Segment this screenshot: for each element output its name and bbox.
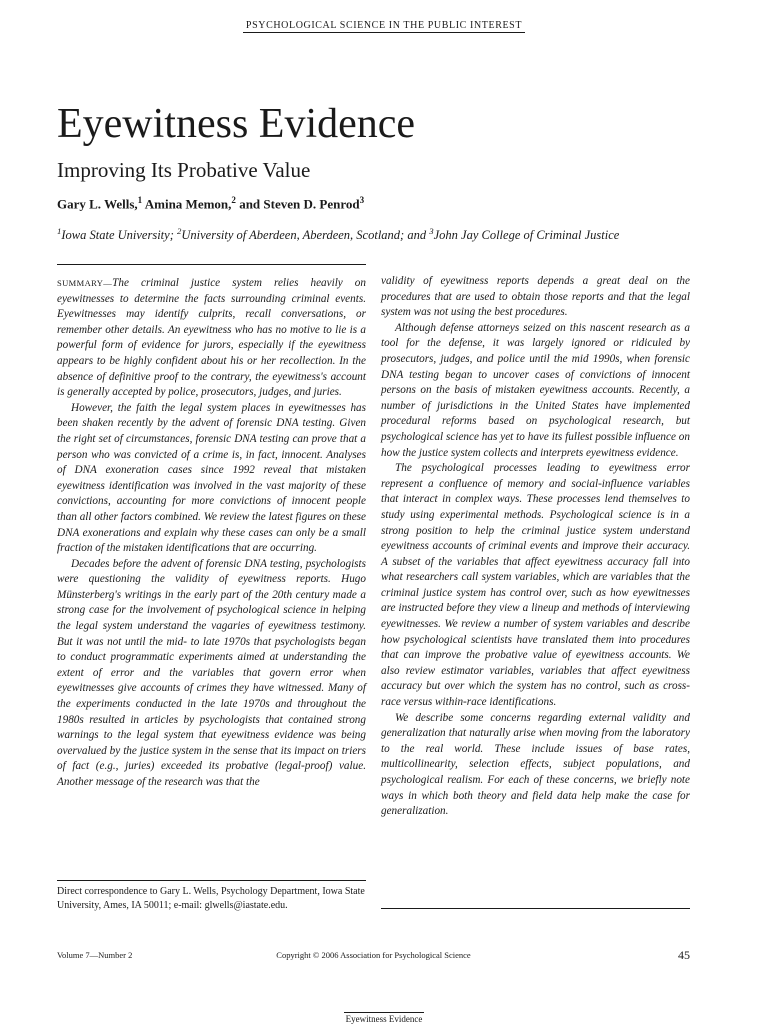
summary-paragraph: We describe some concerns regarding external validity and generalization that naturally arise when moving from the laboratory to the real world. These include issues of base rates, multicollinearity, selection effects, subject populations, and psychological realism. For each of these concerns, we briefly note ways in which both theory and field data help make the case for generalization. xyxy=(381,711,690,818)
author-list xyxy=(57,195,364,212)
next-page-running-header xyxy=(0,1014,768,1024)
affiliation-list xyxy=(57,226,619,243)
summary-left-column xyxy=(57,276,366,791)
next-page-running-header-text: Eyewitness Evidence xyxy=(345,1014,423,1024)
affiliation-mark: 3 xyxy=(429,226,434,236)
running-header-text: PSYCHOLOGICAL SCIENCE IN THE PUBLIC INTEREST xyxy=(243,20,525,33)
article-subtitle: Improving Its Probative Value xyxy=(57,158,311,182)
author-affiliation-mark: 3 xyxy=(359,195,365,205)
author-name: Gary L. Wells, xyxy=(57,196,138,212)
article-title: Eyewitness Evidence xyxy=(57,101,416,147)
footnote-rule xyxy=(57,880,366,881)
summary-paragraph: Decades before the advent of forensic DNA testing, psychologists were questioning the validity of eyewitness reports. Hugo Münsterberg's writings in the early part of the 20th century made a strong case for the involvement of psychological science in helping the legal system understand the vagaries of eyewitness testimony. But it was not until the mid- to late 1970s that psychologists began to conduct programmatic experiments aimed at understanding the extent of error and the variables that govern error when eyewitnesses give accounts of crimes they have witnessed. Many of the experiments conducted in the late 1970s and throughout the 1980s resulted in articles by psychologists that contained strong warnings to the legal system that eyewitness evidence was being overvalued by the justice system in the sense that its impact on triers of fact (e.g., juries) exceeded its probative (legal-proof) value. Another message of the research was that the xyxy=(57,557,366,788)
summary-right-column xyxy=(381,274,690,820)
summary-paragraph-text: The criminal justice system relies heavily on eyewitnesses to determine the facts surrounding criminal events. Eyewitnesses may identify culprits, recall conversations, or remember other details. An eyewitness who has no motive to lie is a powerful form of evidence for jurors, especially if the eyewitness appears to be highly confident about his or her recollection. In the absence of definitive proof to the contrary, the eyewitness's account is generally accepted by police, prosecutors, judges, and juries. xyxy=(57,277,366,399)
volume-number: Volume 7—Number 2 xyxy=(57,950,133,960)
summary-paragraph: However, the faith the legal system places in eyewitnesses has been shaken recently by the advent of forensic DNA testing. Given the right set of circumstances, forensic DNA testing can prove that a person who was convicted of a crime is, in fact, innocent. Analyses of DNA exoneration cases since 1992 reveal that mistaken eyewitness identification was involved in the vast majority of these convictions, accounting for more convictions of innocent people than all other factors combined. We review the latest figures on these DNA exonerations and explain why these cases can only be a small fraction of the mistaken identifications that are occurring. xyxy=(57,401,366,555)
summary-bottom-rule xyxy=(381,908,690,909)
summary-paragraph: The psychological processes leading to eyewitness error represent a confluence of memory and social-influence variables that interact in complex ways. These processes lend themselves to study using experimental methods. Psychological science is in a strong position to help the criminal justice system understand eyewitness accounts of criminal events and improve their accuracy. A subset of the variables that affect eyewitness accuracy fall into what researchers call system variables, which are variables that the criminal justice system has control over, such as how eyewitnesses are instructed before they view a lineup and methods of interviewing eyewitnesses. We review a number of system variables and describe how psychological scientists have translated them into procedures that can improve the probative value of eyewitness accounts. We also review estimator variables, variables that affect eyewitness accuracy but over which the system has no control, such as cross-race versus within-race identifications. xyxy=(381,462,690,709)
author-name: and Steven D. Penrod xyxy=(235,196,360,212)
correspondence-footnote: Direct correspondence to Gary L. Wells, Psychology Department, Iowa State University, Ames, IA 50011; e-mail: glwells@iastate.edu. xyxy=(57,886,365,911)
summary-paragraph xyxy=(57,276,366,401)
summary-top-rule xyxy=(57,264,366,265)
affiliation-mark: 2 xyxy=(176,226,182,236)
affiliation: John Jay College of Criminal Justice xyxy=(433,228,620,243)
author-affiliation-mark: 1 xyxy=(137,195,143,205)
summary-paragraph: validity of eyewitness reports depends a great deal on the procedures that are used to obtain those reports and that the legal system was not using the best procedures. xyxy=(381,275,690,319)
author-affiliation-mark: 2 xyxy=(231,195,236,205)
copyright-notice: Copyright © 2006 Association for Psychological Science xyxy=(276,950,471,960)
page-number: 45 xyxy=(678,948,690,962)
running-header xyxy=(0,20,768,33)
summary-paragraph: Although defense attorneys seized on this nascent research as a tool for the defense, it was largely ignored or ridiculed by prosecutors, judges, and police until the mid 1990s, when forensic DNA testing began to uncover cases of convictions of innocent persons on the basis of mistaken eyewitness accounts. Recently, a number of jurisdictions in the United States have implemented procedural reforms based on psychological research, but psychological science has yet to have its fullest possible influence on how the justice system collects and interprets eyewitness evidence. xyxy=(381,321,690,459)
affiliation-mark: 1 xyxy=(57,226,62,236)
summary-label: SUMMARY— xyxy=(57,278,113,288)
affiliation: Iowa State University; xyxy=(61,228,177,243)
author-name: Amina Memon, xyxy=(142,196,232,212)
affiliation: University of Aberdeen, Aberdeen, Scotland; and xyxy=(181,228,430,243)
